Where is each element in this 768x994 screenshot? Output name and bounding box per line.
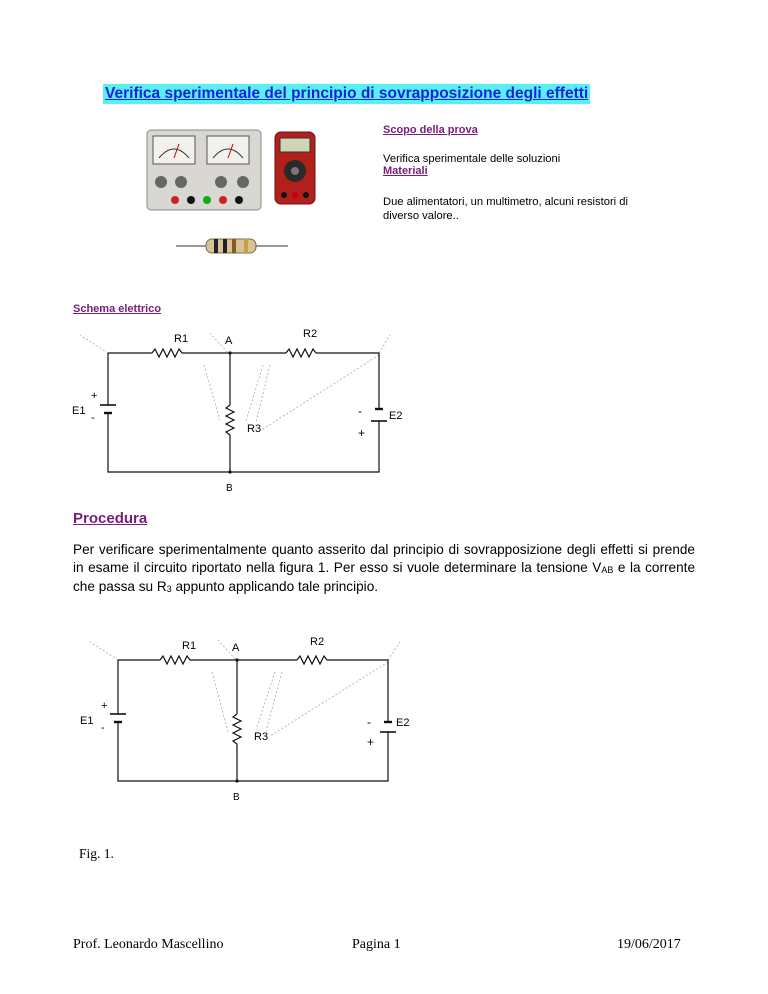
fig1-label-e2-plus: + xyxy=(367,735,375,749)
multimeter-photo xyxy=(274,131,316,205)
label-e1-plus: + xyxy=(91,390,98,402)
materials-text-line2: diverso valore.. xyxy=(383,210,459,222)
label-e1-minus: - xyxy=(91,412,95,424)
procedure-text-1: Per verificare sperimentalmente quanto asserito dal principio di sovrapposizione degli effetti si prende in esame il circuito riportato nella figura 1. Per esso si vuole determinare la tensione V xyxy=(73,542,695,575)
label-a: A xyxy=(225,335,233,347)
schema-heading: Schema elettrico xyxy=(73,303,162,315)
materials-text-line1: Due alimentatori, un multimetro, alcuni resistori di xyxy=(383,196,628,208)
fig1-label-e1-minus: - xyxy=(101,722,105,734)
procedure-sub-ab: AB xyxy=(601,565,614,575)
label-r2: R2 xyxy=(303,328,318,340)
scope-heading: Scopo della prova xyxy=(383,124,478,136)
fig1-label-e2-minus: - xyxy=(367,715,371,729)
fig1-label-b: B xyxy=(233,792,240,803)
resistor-photo xyxy=(176,236,288,256)
footer-author: Prof. Leonardo Mascellino xyxy=(73,937,224,952)
procedure-text-2: e la corrente che passa su R xyxy=(73,560,696,594)
footer-page: Pagina 1 xyxy=(352,937,401,952)
scope-text: Verifica sperimentale delle soluzioni xyxy=(383,153,561,165)
fig1-label-e1-plus: + xyxy=(101,700,108,712)
procedure-text-3: appunto applicando tale principio. xyxy=(171,579,379,594)
fig1-label-r2: R2 xyxy=(310,636,325,648)
label-e2-minus: - xyxy=(358,404,362,418)
procedure-heading: Procedura xyxy=(73,510,148,527)
footer-date: 19/06/2017 xyxy=(617,937,681,952)
label-e2-plus: + xyxy=(358,426,366,440)
fig1-label-e2: E2 xyxy=(396,717,410,729)
fig1-label-a: A xyxy=(232,642,240,654)
circuit-diagram xyxy=(60,325,403,500)
figure-1-circuit xyxy=(70,632,415,807)
materials-heading: Materiali xyxy=(383,165,428,177)
label-r3: R3 xyxy=(247,423,262,435)
page-title: Verifica sperimentale del principio di sovrapposizione degli effetti xyxy=(105,85,589,102)
fig1-label-e1: E1 xyxy=(80,715,94,727)
label-r1: R1 xyxy=(174,333,189,345)
label-b: B xyxy=(226,483,233,494)
fig1-label-r1: R1 xyxy=(182,640,197,652)
procedure-paragraph xyxy=(73,541,695,597)
figure-caption: Fig. 1. xyxy=(79,846,114,861)
procedure-sub-3: 3 xyxy=(166,584,172,594)
label-e1: E1 xyxy=(72,405,86,417)
fig1-label-r3: R3 xyxy=(254,731,269,743)
label-e2: E2 xyxy=(389,410,403,422)
power-supply-photo xyxy=(145,128,263,212)
